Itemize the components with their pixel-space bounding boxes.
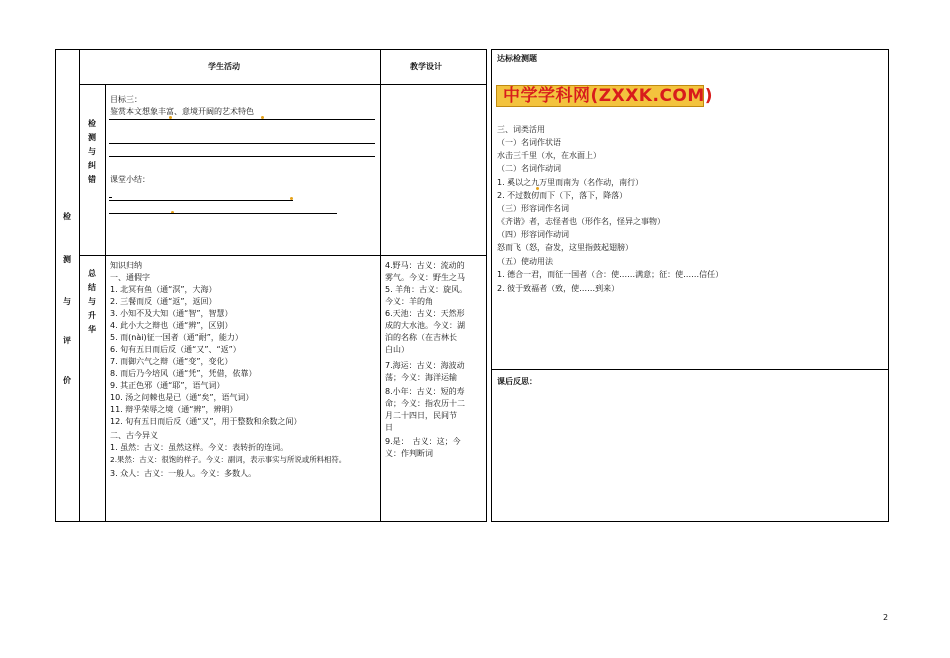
knowledge-line: 4. 此小大之辩也（通“辨”，区别） <box>110 321 233 330</box>
class-summary-label: 课堂小结： <box>110 175 150 184</box>
header-check-questions: 达标检测题 <box>497 54 537 63</box>
knowledge-line: 2. 三餐而反（通“返”，返回） <box>110 297 217 306</box>
usage-line: （五）使动用法 <box>497 257 553 266</box>
knowledge-line: 二、古今异义 <box>110 431 158 440</box>
usage-line: （一）名词作状语 <box>497 138 561 147</box>
section1-label-char: 纠 <box>88 161 96 170</box>
meaning-line: 命；今义：指农历十二 <box>385 399 465 408</box>
answer-line[interactable] <box>109 156 375 157</box>
outer-label-char: 价 <box>63 376 71 385</box>
meaning-line: 雾气。今义：野生之马 <box>385 273 465 282</box>
page-number: 2 <box>883 613 889 622</box>
answer-line[interactable] <box>109 143 375 144</box>
usage-line: （三）形容词作名词 <box>497 204 569 213</box>
section2-label-char: 升 <box>88 311 96 320</box>
section1-label-char: 测 <box>88 133 96 142</box>
answer-line[interactable] <box>109 119 375 120</box>
meaning-line: 今义：羊的角 <box>385 297 433 306</box>
usage-line: 2. 彼于致福者（致，使……到来） <box>497 284 620 293</box>
knowledge-line: 3. 小知不及大知（通“智”，智慧） <box>110 309 233 318</box>
section2-label-char: 总 <box>88 269 96 278</box>
usage-line: 1. 德合一君，而征一国者（合：使……满意；征：使……信任） <box>497 270 724 279</box>
summary-line[interactable] <box>109 200 293 201</box>
knowledge-line: 11. 辩乎荣辱之境（通“辨”，辨明） <box>110 405 238 414</box>
section1-label-char: 与 <box>88 147 96 156</box>
meaning-line: 义：作判断词 <box>385 449 433 458</box>
meaning-line: 5. 羊角：古义：旋风。 <box>385 285 468 294</box>
outer-label-char: 与 <box>63 297 71 306</box>
usage-line: 水击三千里（水，在水面上） <box>497 151 601 160</box>
section1-label-char: 错 <box>88 175 96 184</box>
knowledge-line: 知识归纳 <box>110 261 142 270</box>
usage-line: （四）形容词作动词 <box>497 230 569 239</box>
logo-text: 中学学科网(ZXXK.COM) <box>503 86 714 106</box>
outer-label-char: 检 <box>63 212 71 221</box>
section1-label-char: 检 <box>88 119 96 128</box>
meaning-line: 荡；今义：海洋运输 <box>385 373 457 382</box>
summary-dash <box>109 197 112 198</box>
knowledge-line: 9. 其正色邪（通“耶”，语气词） <box>110 381 225 390</box>
knowledge-line: 12. 旬有五日而后反（通“又”，用于整数和余数之间） <box>110 417 302 426</box>
usage-line: （二）名词作动词 <box>497 164 561 173</box>
header-student-activity: 学生活动 <box>208 62 240 71</box>
header-reflection: 课后反思： <box>497 377 537 386</box>
meaning-line: 月二十四日，民间节 <box>385 411 457 420</box>
knowledge-line: 2.果然：古义：很饱的样子。今义：副词，表示事实与所说或所料相符。 <box>110 455 347 464</box>
meaning-line: 7.海运：古义：海波动 <box>385 361 465 370</box>
meaning-line: 成的大水池。今义：湖 <box>385 321 465 330</box>
knowledge-line: 1. 北冥有鱼（通“溟”，大海） <box>110 285 217 294</box>
usage-line: 怒而飞（怒，奋发，这里指鼓起翅膀） <box>497 243 633 252</box>
knowledge-line: 3. 众人：古义：一般人。今义：多数人。 <box>110 469 257 478</box>
meaning-line: 6.天池：古义：天然形 <box>385 309 465 318</box>
meaning-line: 白山） <box>385 345 409 354</box>
knowledge-line: 1. 虽然：古义：虽然这样。今义：表转折的连词。 <box>110 443 289 452</box>
knowledge-line: 6. 旬有五日而后反（通“又”、“返”） <box>110 345 241 354</box>
section2-label-char: 结 <box>88 283 96 292</box>
section2-label-char: 与 <box>88 297 96 306</box>
knowledge-line: 5. 而(nài)征一国者（通“耐”，能力） <box>110 333 243 342</box>
goal-text: 鉴赏本文想象丰富、意境开阔的艺术特色 <box>110 107 254 116</box>
section2-label-char: 华 <box>88 325 96 334</box>
meaning-line: 4.野马：古义：流动的 <box>385 261 465 270</box>
knowledge-line: 一、通假字 <box>110 273 150 282</box>
header-teaching-design: 教学设计 <box>410 62 442 71</box>
outer-label-char: 测 <box>63 255 71 264</box>
usage-line: 2. 不过数仞而下（下，落下，降落） <box>497 191 628 200</box>
meaning-line: 日 <box>385 423 393 432</box>
knowledge-line: 7. 而御六气之辩（通“变”，变化） <box>110 357 233 366</box>
goal-title: 目标三： <box>110 95 142 104</box>
outer-label-char: 评 <box>63 336 71 345</box>
meaning-line: 8.小年：古义：短的寿 <box>385 387 465 396</box>
usage-line: 1. 奚以之九万里而南为（名作动，南行） <box>497 178 644 187</box>
zxxk-logo <box>496 85 714 107</box>
knowledge-line: 8. 而后乃今培风（通“凭”，凭借，依靠） <box>110 369 257 378</box>
summary-line[interactable] <box>109 213 337 214</box>
meaning-line: 9.是： 古义：这；今 <box>385 437 461 446</box>
usage-line: 《齐谐》者，志怪者也（形作名，怪异之事物） <box>497 217 665 226</box>
usage-line: 三、词类活用 <box>497 125 545 134</box>
knowledge-line: 10. 汤之问棘也是已（通“矣”，语气词） <box>110 393 254 402</box>
meaning-line: 泊的名称（在吉林长 <box>385 333 457 342</box>
